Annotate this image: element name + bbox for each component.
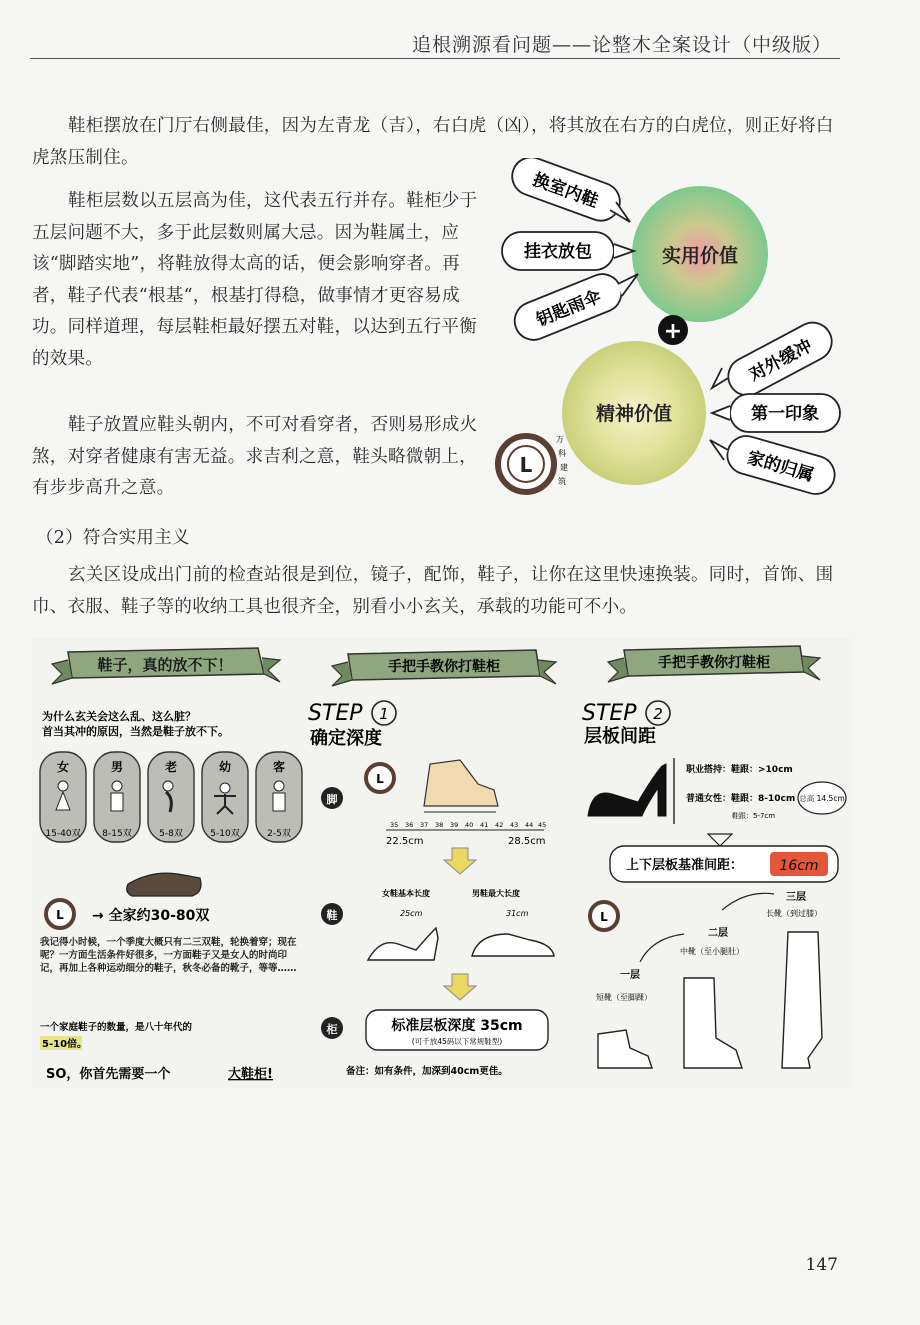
- logo-letter: L: [519, 453, 533, 477]
- scale-35: 35: [390, 821, 399, 829]
- spiritual-item-1: [712, 316, 838, 402]
- logo-side-3: 建: [560, 463, 568, 472]
- practical-item-2-text: 挂衣放包: [524, 242, 592, 262]
- practical-item-2: [502, 232, 634, 270]
- scale-45: 45: [538, 821, 547, 829]
- scale-42: 42: [495, 821, 504, 829]
- boot-layer-2: 二层: [708, 928, 728, 939]
- women-shoe-label: 女鞋基本长度: [382, 889, 430, 898]
- section-heading: （2）符合实用主义: [36, 528, 190, 548]
- heel-type-2: 普通女性：鞋跟：8-10cm: [686, 794, 796, 804]
- heel-type-1: 职业搭持：鞋跟：>10cm: [686, 765, 793, 775]
- spiritual-item-3-text: 家的归属: [745, 447, 816, 486]
- member-elder: [148, 752, 194, 842]
- foot-max: 28.5cm: [508, 836, 546, 847]
- panel-1-conclusion-prefix: SO，你首先需要一个: [46, 1067, 171, 1082]
- boot-desc-2: 中靴（至小腿肚）: [680, 947, 744, 956]
- panel-3-banner-text: 手把手教你打鞋柜: [658, 655, 770, 671]
- label-foot: 脚: [326, 793, 338, 806]
- panel-2-logo-letter: L: [376, 772, 384, 786]
- panel-2-step: STEP: [308, 701, 363, 726]
- panel-1-conclusion-highlight: 大鞋柜!: [228, 1067, 273, 1082]
- member-guest-label: 客: [272, 760, 286, 774]
- practical-item-3-text: 钥匙雨伞: [533, 286, 605, 331]
- panel-1-family-count-prefix: 一个家庭鞋子的数量，是八十年代的: [40, 1022, 193, 1033]
- brand-logo: [498, 435, 568, 492]
- scale-43: 43: [510, 821, 519, 829]
- page-number: 147: [805, 1255, 838, 1275]
- foot-min: 22.5cm: [386, 836, 424, 847]
- label-cabinet: 柜: [326, 1023, 338, 1036]
- panel-3-step: STEP: [582, 701, 637, 726]
- heel-total: 总高 14.5cm: [799, 794, 845, 803]
- panel-1-answer: 首当其冲的原因，当然是鞋子放不下。: [42, 725, 229, 738]
- member-man-label: 男: [110, 760, 124, 774]
- paragraph-2: [32, 186, 484, 375]
- practical-value-label: 实用价值: [661, 245, 739, 267]
- value-mindmap: [492, 158, 852, 500]
- plus-sign: +: [663, 319, 683, 344]
- panel-1-logo-letter: L: [56, 908, 64, 922]
- scale-41: 41: [480, 821, 489, 829]
- label-shoe: 鞋: [326, 909, 338, 922]
- spiritual-item-2-text: 第一印象: [751, 404, 819, 424]
- paragraph-4-text: 玄关区设成出门前的检查站很是到位，镜子，配饰，鞋子，让你在这里快速换装。同时，首饰、围巾、衣服、鞋子等的收纳工具也很齐全，别看小小玄关，承载的功能可不小。: [32, 565, 834, 617]
- heel-type-3: 鞋跟：5-7cm: [732, 812, 776, 820]
- scale-37: 37: [420, 821, 429, 829]
- panel-2-step-title: 确定深度: [310, 728, 382, 749]
- paragraph-4: [32, 560, 837, 623]
- paragraph-3-text: 鞋子放置应鞋头朝内，不可对看穿者，否则易形成火煞，对穿者健康有害无益。求吉利之意，鞋头略微朝上，有步步高升之意。: [32, 415, 478, 498]
- member-guest: [256, 752, 302, 842]
- scale-38: 38: [435, 821, 444, 829]
- panel-1-total: → 全家约30-80双: [92, 908, 210, 924]
- boot-layer-1: 一层: [620, 970, 640, 981]
- spiritual-value-label: 精神价值: [595, 403, 673, 425]
- header-divider: [30, 58, 840, 59]
- panel-1-family-count-highlight: 5-10倍。: [42, 1039, 88, 1050]
- panel-3-logo-letter: L: [600, 910, 608, 924]
- member-guest-count: 2-5双: [267, 829, 291, 839]
- boot-desc-1: 短靴（至脚踝）: [596, 993, 652, 1002]
- member-child-label: 幼: [218, 760, 232, 774]
- practical-item-1: [507, 158, 630, 226]
- panel-1-memory: 我记得小时候，一个季度大概只有二三双鞋，轮换着穿；现在呢？一方面生活条件好很多，一方面鞋子又是女人的时尚印记，再加上各种运动细分的鞋子，秋冬必备的靴子，等等……: [40, 937, 297, 974]
- boot-desc-3: 长靴（到过膝）: [766, 909, 822, 918]
- family-members: [40, 752, 302, 842]
- member-elder-label: 老: [164, 760, 178, 774]
- scale-40: 40: [465, 821, 474, 829]
- paragraph-1-text: 鞋柜摆放在门厅右侧最佳，因为左青龙（吉），右白虎（凶），将其放在右方的白虎位，则正好将白虎煞压制住。: [32, 116, 834, 168]
- member-child-count: 5-10双: [210, 829, 240, 839]
- paragraph-2-text: 鞋柜层数以五层高为佳，这代表五行并存。鞋柜少于五层问题不大，多于此层数则属大忌。因为鞋属土，应该“脚踏实地”，将鞋放得太高的话，便会影响穿者。再者，鞋子代表“根基“，根基打得稳，做事情才更容易成功。同样道理，每层鞋柜最好摆五对鞋，以达到五行平衡的效果。: [32, 191, 478, 369]
- member-woman-count: 15-40双: [45, 829, 81, 839]
- running-header: 追根溯源看问题——论整木全案设计（中级版）: [411, 34, 832, 56]
- women-shoe-size: 25cm: [400, 909, 423, 918]
- practical-item-3: [509, 268, 638, 345]
- tall-boot-icon: [782, 932, 822, 1068]
- panel-1-question: 为什么玄关会这么乱、这么脏？: [42, 710, 196, 723]
- member-woman-label: 女: [56, 760, 70, 774]
- member-woman: [40, 752, 86, 842]
- logo-side-4: 筑: [558, 477, 566, 486]
- boot-layer-3: 三层: [786, 892, 806, 903]
- logo-side-2: 科: [558, 449, 566, 458]
- men-shoe-size: 31cm: [506, 909, 529, 918]
- spiritual-item-1-text: 对外缓冲: [746, 335, 816, 386]
- scale-39: 39: [450, 821, 459, 829]
- member-elder-count: 5-8双: [159, 829, 183, 839]
- men-shoe-label: 男鞋最大长度: [472, 889, 520, 898]
- spiritual-item-2: [712, 394, 840, 432]
- spiritual-item-3: [710, 432, 839, 499]
- panel-3-step-num: 2: [653, 705, 663, 723]
- member-man: [94, 752, 140, 842]
- scale-44: 44: [525, 821, 534, 829]
- member-child: [202, 752, 248, 842]
- panel-2-step-num: 1: [379, 705, 389, 723]
- panel-3-step-title: 层板间距: [584, 726, 656, 747]
- logo-side-1: 万: [556, 435, 564, 444]
- practical-item-1-text: 换室内鞋: [529, 169, 601, 212]
- spacing-label: 上下层板基准间距：: [626, 858, 744, 873]
- depth-remark: 备注：如有条件，加深到40cm更佳。: [346, 1066, 508, 1077]
- spacing-value: 16cm: [779, 858, 819, 874]
- depth-note: (可千放45码以下常规鞋型): [411, 1037, 503, 1046]
- shoe-cabinet-illustration: [32, 638, 852, 1088]
- panel-2-banner-text: 手把手教你打鞋柜: [388, 659, 500, 675]
- panel-1-banner-text: 鞋子，真的放不下！: [97, 656, 233, 674]
- paragraph-3: [32, 410, 484, 505]
- member-man-count: 8-15双: [102, 829, 132, 839]
- depth-standard: 标准层板深度 35cm: [391, 1018, 523, 1034]
- scale-36: 36: [405, 821, 414, 829]
